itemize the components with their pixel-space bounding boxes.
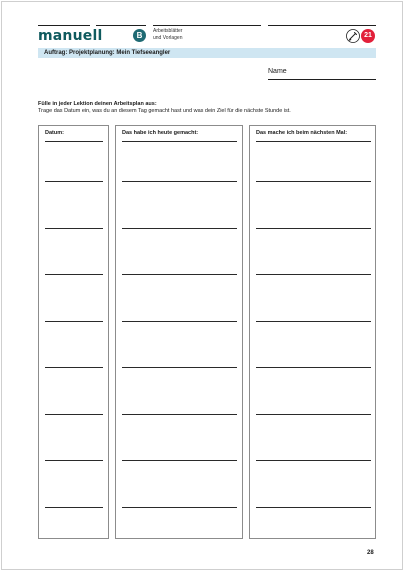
entry-line-next-time[interactable] bbox=[256, 228, 371, 229]
column-header-date: Datum: bbox=[45, 130, 64, 136]
instructions-text: Trage das Datum ein, was du an diesem Tag gemacht hast und was dein Ziel für die nächste Stunde ist. bbox=[38, 108, 291, 114]
page-number: 28 bbox=[367, 550, 374, 556]
section-subtitle bbox=[153, 28, 182, 42]
entry-line-date[interactable] bbox=[45, 274, 103, 275]
name-label: Name bbox=[268, 68, 287, 75]
instructions-title: Fülle in jeder Lektion deinen Arbeitsplan aus: bbox=[38, 101, 157, 107]
entry-line-done-today[interactable] bbox=[122, 274, 237, 275]
column-date bbox=[38, 125, 109, 539]
header-rule-4 bbox=[268, 25, 376, 26]
entry-line-done-today[interactable] bbox=[122, 414, 237, 415]
entry-line-next-time[interactable] bbox=[256, 274, 371, 275]
entry-line-date[interactable] bbox=[45, 414, 103, 415]
column-header-next-time: Das mache ich beim nächsten Mal: bbox=[256, 130, 348, 136]
entry-line-next-time[interactable] bbox=[256, 414, 371, 415]
task-title-bar: Auftrag: Projektplanung: Mein Tiefseeangler bbox=[38, 48, 376, 58]
entry-line-next-time[interactable] bbox=[256, 321, 371, 322]
leaf-pen-icon bbox=[346, 29, 360, 43]
logo: manuell bbox=[38, 28, 103, 44]
name-input-line[interactable] bbox=[268, 79, 376, 80]
entry-line-date[interactable] bbox=[45, 507, 103, 508]
entry-line-done-today[interactable] bbox=[122, 367, 237, 368]
entry-line-done-today[interactable] bbox=[122, 507, 237, 508]
header-rule-2 bbox=[96, 25, 146, 26]
entry-line-date[interactable] bbox=[45, 460, 103, 461]
entry-line-done-today[interactable] bbox=[122, 460, 237, 461]
section-subtitle-line1: Arbeitsblätter bbox=[153, 28, 183, 34]
entry-line-date[interactable] bbox=[45, 228, 103, 229]
entry-line-date[interactable] bbox=[45, 367, 103, 368]
header-rule-3 bbox=[153, 25, 261, 26]
entry-line-next-time[interactable] bbox=[256, 367, 371, 368]
section-subtitle-line2: und Vorlagen bbox=[153, 35, 183, 41]
column-next-time bbox=[249, 125, 376, 539]
section-badge: B bbox=[133, 29, 146, 42]
entry-line-date[interactable] bbox=[45, 181, 103, 182]
lehrplan-21-icon: 21 bbox=[361, 29, 375, 43]
entry-line-done-today[interactable] bbox=[122, 228, 237, 229]
column-header-underline-date bbox=[45, 141, 103, 142]
entry-line-done-today[interactable] bbox=[122, 181, 237, 182]
column-done-today bbox=[115, 125, 243, 539]
column-header-done-today: Das habe ich heute gemacht: bbox=[122, 130, 199, 136]
entry-line-done-today[interactable] bbox=[122, 321, 237, 322]
entry-line-date[interactable] bbox=[45, 321, 103, 322]
header-rule-1 bbox=[38, 25, 90, 26]
entry-line-next-time[interactable] bbox=[256, 181, 371, 182]
column-header-underline-next-time bbox=[256, 141, 371, 142]
column-header-underline-done-today bbox=[122, 141, 237, 142]
entry-line-next-time[interactable] bbox=[256, 460, 371, 461]
entry-line-next-time[interactable] bbox=[256, 507, 371, 508]
